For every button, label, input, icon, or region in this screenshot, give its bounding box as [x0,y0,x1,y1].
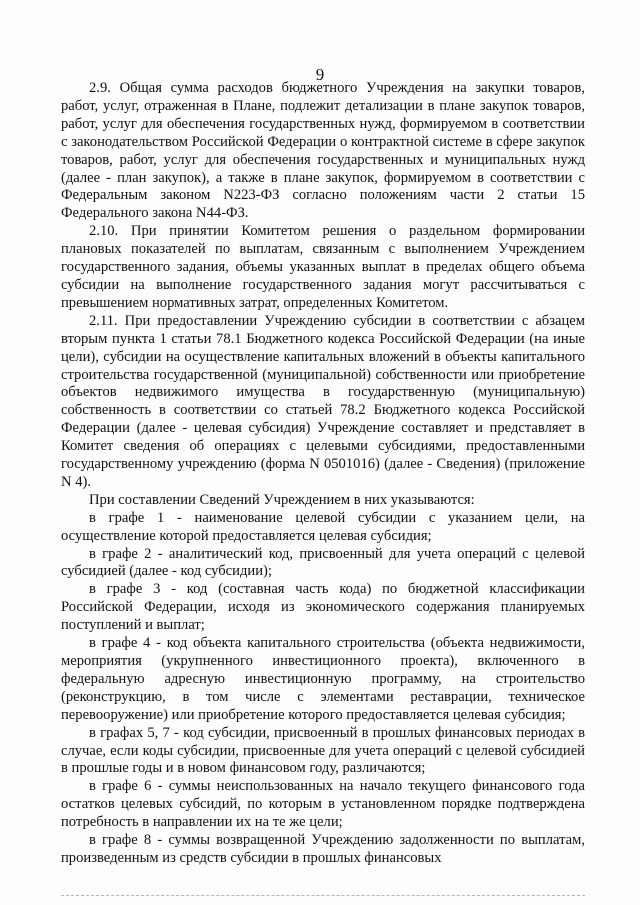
paragraph-2-11: 2.11. При предоставлении Учреждению субсидии в соответствии с абзацем вторым пункта 1 статьи 78.1 Бюджетного кодекса Российской Федерации (на иные цели), субсидии на осуществление капитальных вложений в объекты капитального строительства государственной (муниципальной) собственности или приобретение объектов недвижимого имущества в государственную (муниципальную) собственность в соответствии со статьей 78.2 Бюджетного кодекса Российской Федерации (далее - целевая субсидия) Учреждение составляет и представляет в Комитет сведения об операциях с целевыми субсидиями, предоставленными государственному учреждению (форма N 0501016) (далее - Сведения) (приложение N 4). [61,312,585,490]
paragraph-2-9: 2.9. Общая сумма расходов бюджетного Учреждения на закупки товаров, работ, услуг, отраженная в Плане, подлежит детализации в плане закупок товаров, работ, услуг для обеспечения государственных нужд, формируемом в соответствии с законодательством Российской Федерации о контрактной системе в сфере закупок товаров, работ, услуг для обеспечения государственных и муниципальных нужд (далее - план закупок), а также в плане закупок, формируемом в соответствии с Федеральным законом N223-ФЗ согласно положениям части 2 статьи 15 Федерального закона N44-ФЗ. [61,80,585,222]
paragraph-grafa-1: в графе 1 - наименование целевой субсидии с указанием цели, на осуществление которой предоставляется целевая субсидия; [61,509,585,544]
paragraph-grafa-2: в графе 2 - аналитический код, присвоенный для учета операций с целевой субсидией (далее - код субсидии); [61,545,585,580]
paragraph-2-10: 2.10. При принятии Комитетом решения о раздельном формировании плановых показателей по выплатам, связанным с выполнением Учреждением государственного задания, объемы указанных выплат в пределах общего объема субсидии на выполнение государственного задания могут рассчитываться с превышением нормативных затрат, определенных Комитетом. [61,223,585,311]
paragraph-grafa-4: в графе 4 - код объекта капитального строительства (объекта недвижимости, мероприятия (укрупненного инвестиционного проекта), включенного в федеральную адресную инвестиционную программу, на строительство (реконструкцию, в том числе с элементами реставрации, техническое перевооружение) или приобретение которого предоставляется целевая субсидия; [61,635,585,723]
page-number: 9 [315,65,325,84]
paragraph-grafy-5-7: в графах 5, 7 - код субсидии, присвоенный в прошлых финансовых периодах в случае, если коды субсидии, присвоенные для учета операций с целевой субсидией в прошлые годы и в новом финансовом году, различаются; [61,724,585,777]
page-bottom-edge [61,895,585,897]
paragraph-grafa-6: в графе 6 - суммы неиспользованных на начало текущего финансового года остатков целевых субсидий, по которым в установленном порядке подтверждена потребность в направлении их на те же цели; [61,778,585,831]
document-body [61,80,585,868]
paragraph-grafa-8: в графе 8 - суммы возвращенной Учреждению задолженности по выплатам, произведенным из средств субсидии в прошлых финансовых [61,832,585,866]
paragraph-svedeniya-intro: При составлении Сведений Учреждением в них указываются: [89,491,475,508]
paragraph-grafa-3: в графе 3 - код (составная часть кода) по бюджетной классификации Российской Федерации, исходя из экономического содержания планируемых поступлений и выплат; [61,581,585,634]
